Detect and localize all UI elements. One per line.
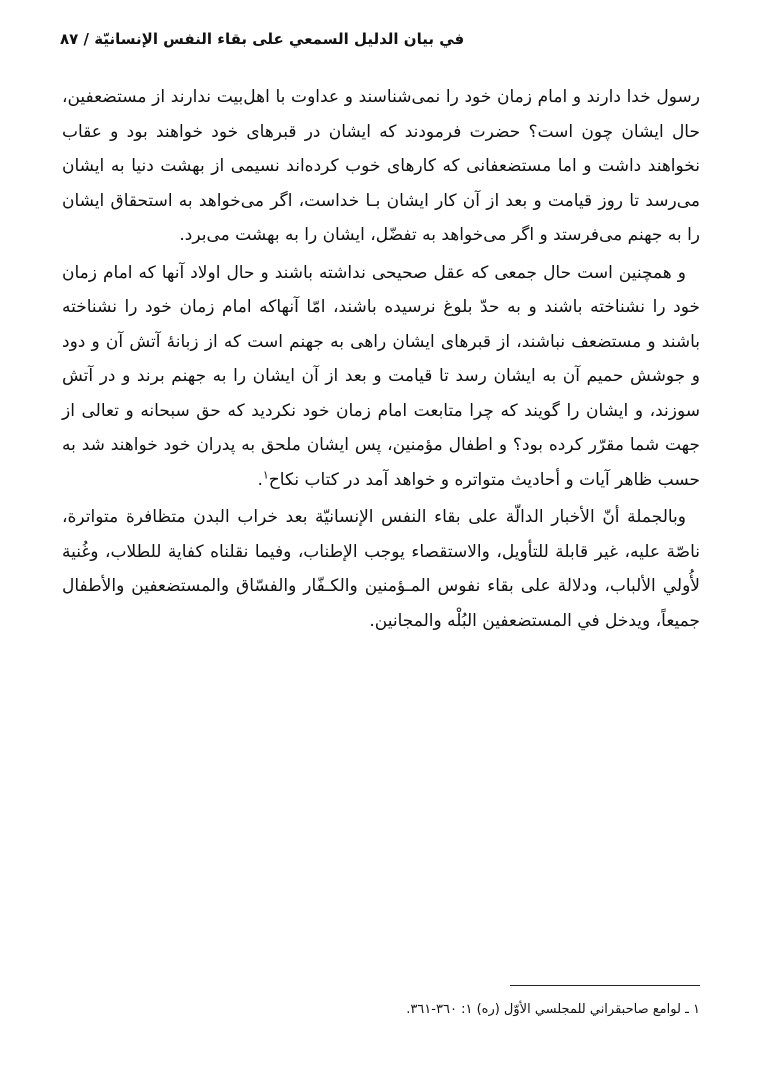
- paragraph-2-text: و همچنین است حال جمعی که عقل صحیحی نداشته باشند و حال اولاد آنها که امام زمان خود را نشناخته باشند و به حدّ بلوغ نرسیده باشند، امّا آنهاکه امام زمان خود را نشناخته باشند و مستضعف نباشند، از قبرهای ایشان راهی به جهنم است که از زبانهٔ آتش آن و دود و جوشش حمیم آن به ایشان رسد تا قیامت و بعد از آن ایشان را به جهنم برند و در آتش سوزند، و ایشان را گویند که چرا متابعت امام زمان خود نکردید که حق سبحانه و تعالی از جهت شما مقرّر کرده بود؟ و اطفال مؤمنین، پس ایشان ملحق به پدران خود خواهند شد به حسب ظاهر آیات و أحادیث متواتره و خواهد آمد در کتاب نکاح: [62, 262, 700, 490]
- footnote-reference: ١: [262, 467, 269, 481]
- footnote: ١ ـ لوامع صاحبقراني للمجلسي الأوّل (ره) ١: ٣٦٠-٣٦١.: [406, 1002, 700, 1017]
- header-page-number: ٨٧: [60, 30, 79, 48]
- header-separator: /: [83, 30, 90, 48]
- paragraph-1: رسول خدا دارند و امام زمان خود را نمی‌شناسند و عداوت با اهل‌بیت ندارند از مستضعفین، حال ایشان چون است؟ حضرت فرمودند که ایشان در قبرهای خود خواهند بود و عقاب نخواهند داشت و اما مستضعفانی که کارهای خوب کرده‌اند نسیمی از بهشت دنیا به ایشان می‌رسد تا روز قیامت و بعد از آن کار ایشان بـا خداست، اگر می‌خواهد به استحقاق ایشان را به جهنم می‌فرستد و اگر می‌خواهد به تفضّل، ایشان را به بهشت می‌برد.: [62, 87, 700, 245]
- main-text: [62, 80, 700, 641]
- paragraph-2-end: .: [257, 469, 263, 490]
- footnote-divider: [510, 985, 700, 986]
- header-title: في بيان الدليل السمعي على بقاء النفس الإنسانيّة: [94, 30, 465, 48]
- paragraph-2: [62, 256, 700, 498]
- paragraph-3: وبالجملة أنّ الأخبار الدالّة على بقاء النفس الإنسانيّة بعد خراب البدن متظافرة متواترة، ناصّة عليه، غير قابلة للتأويل، والاستقصاء يوجب الإطناب، وفيما نقلناه كفاية للطلاب، وغُنية لأُولي الألباب، ودلالة على بقاء نفوس المـؤمنين والكـفّار والفسّاق والمستضعفين والأطفال جميعاً، ويدخل في المستضعفين البُلْه والمجانين.: [62, 507, 700, 631]
- running-header: [60, 28, 707, 50]
